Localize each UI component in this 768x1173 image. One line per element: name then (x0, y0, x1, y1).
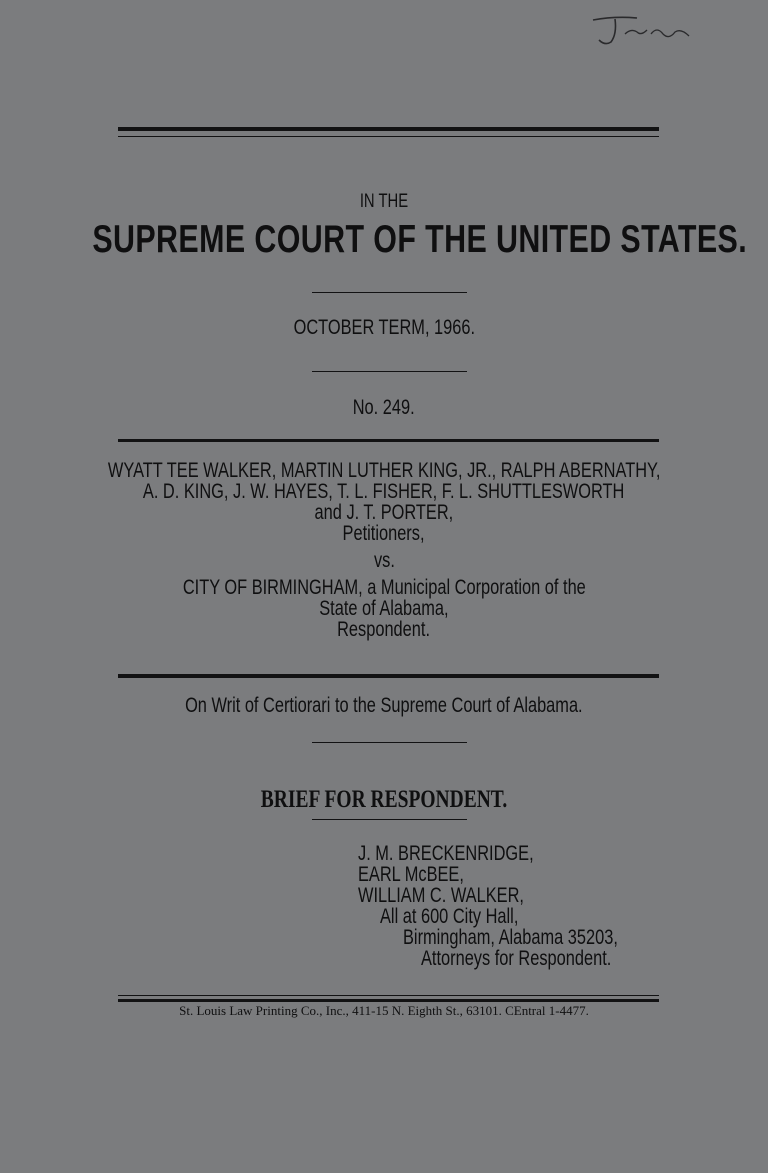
attorney-line: Attorneys for Respondent. (421, 947, 612, 970)
top-rule-thick (118, 127, 659, 131)
writ-line: On Writ of Certiorari to the Supreme Court of Alabama. (185, 694, 583, 717)
term-label: OCTOBER TERM, 1966. (293, 316, 475, 339)
brief-title: BRIEF FOR RESPONDENT. (260, 786, 508, 813)
divider-1 (312, 292, 467, 293)
case-number: No. 249. (353, 396, 415, 419)
divider-4 (312, 819, 467, 820)
in-the-label: IN THE (359, 191, 409, 212)
petitioners-line: WYATT TEE WALKER, MARTIN LUTHER KING, JR., RALPH ABERNATHY, (107, 459, 661, 482)
divider-2 (312, 371, 467, 372)
respondent-label: Respondent. (337, 618, 431, 641)
attorney-line: Birmingham, Alabama 35203, (403, 926, 618, 949)
petitioners-line: A. D. KING, J. W. HAYES, T. L. FISHER, F. L. SHUTTLESWORTH (143, 480, 625, 503)
court-title: SUPREME COURT OF THE UNITED STATES. (92, 218, 748, 261)
respondent-line: State of Alabama, (319, 597, 449, 620)
divider-3 (312, 742, 467, 743)
attorney-line: WILLIAM C. WALKER, (358, 884, 524, 907)
footer-rule-thin (118, 995, 659, 996)
versus-label: vs. (373, 549, 395, 572)
printer-imprint: St. Louis Law Printing Co., Inc., 411-15 N. Eighth St., 63101. CEntral 1-4477. (179, 1003, 589, 1018)
parties-bottom-rule (118, 674, 659, 678)
respondent-line: CITY OF BIRMINGHAM, a Municipal Corporation of the (182, 576, 586, 599)
top-rule-thin (118, 136, 659, 137)
footer-rule-thick (118, 999, 659, 1002)
attorney-line: All at 600 City Hall, (380, 905, 519, 928)
attorney-line: EARL McBEE, (358, 863, 464, 886)
petitioners-line: and J. T. PORTER, (314, 501, 454, 524)
petitioners-label: Petitioners, (343, 522, 425, 545)
attorneys-block (358, 843, 679, 969)
parties-top-rule (118, 439, 659, 442)
handwritten-annotation (585, 12, 705, 52)
parties-block (0, 460, 768, 640)
attorney-line: J. M. BRECKENRIDGE, (358, 842, 534, 865)
